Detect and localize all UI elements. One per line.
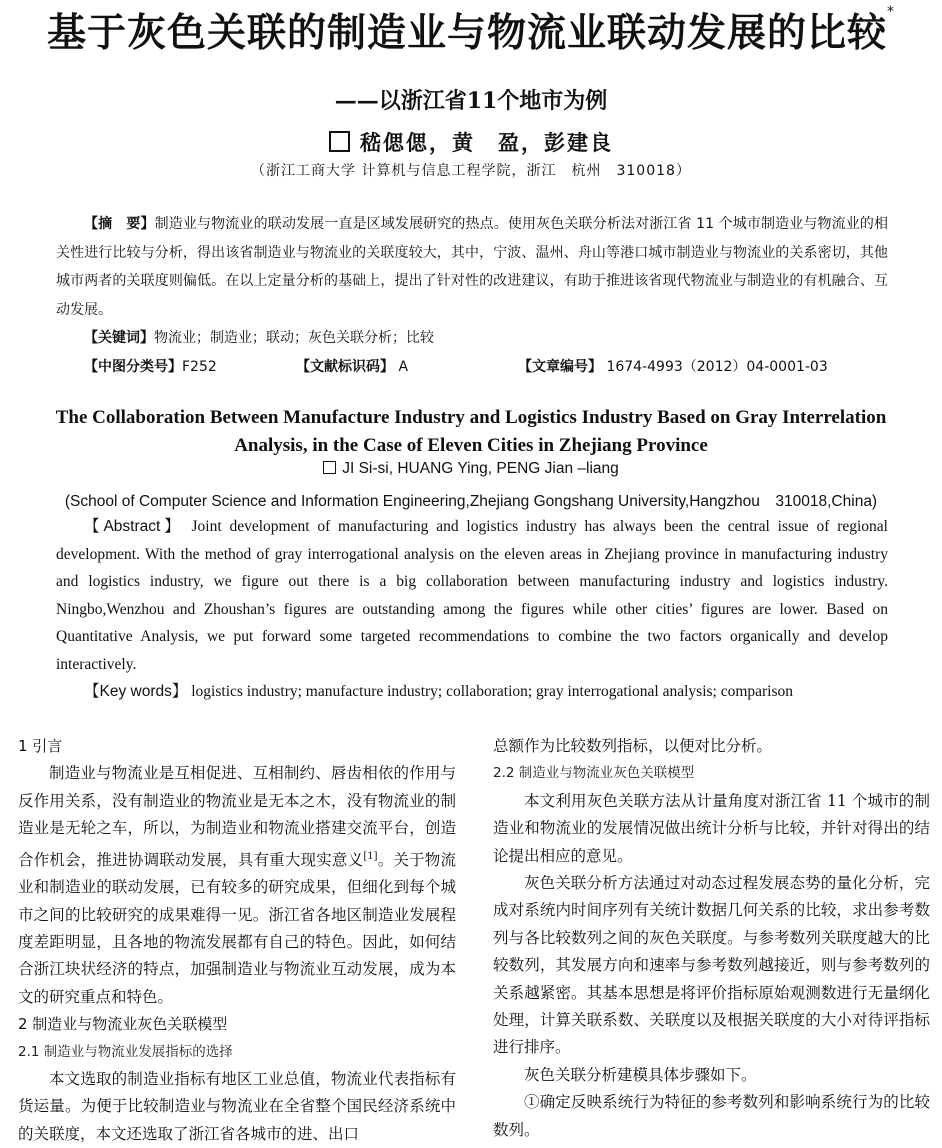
keywords-en-text: logistics industry; manufacture industry; collaboration; gray interrogational analysis; comparison — [187, 683, 794, 700]
body-column-left — [18, 733, 456, 1148]
author-box-en-icon — [323, 461, 336, 474]
paper-subtitle: ——以浙江省11个地市为例 — [334, 88, 608, 114]
citation-ref: [1] — [363, 850, 378, 862]
body-paragraph: 本文利用灰色关联方法从计量角度对浙江省 11 个城市的制造业和物流业的发展情况做出统计分析与比较，并针对得出的结论提出相应的意见。 — [493, 791, 930, 865]
body-paragraph: 制造业与物流业是互相促进、互相制约、唇齿相依的作用与反作用关系，没有制造业的物流业是无本之木，没有物流业的制造业是无轮之车，所以，为制造业和物流业搭建交流平台，创造合作机会，推进协调联动发展，具有重大现实意义[1]。关于物流业和制造业的联动发展，已有较多的研究成果，但细化到每个城市之间的比较研究的成果难得一见。浙江省各地区制造业发展程度差距明显，且各地的物流发展都有自己的特色。因此，如何结合浙江块状经济的特点，加强制造业与物流业互动发展，成为本文的研究重点和特色。 — [18, 764, 456, 1006]
keywords-cn-text: 物流业；制造业；联动；灰色关联分析；比较 — [154, 330, 434, 346]
meta-row — [56, 353, 888, 381]
section-heading-1: 1 引言 — [18, 737, 63, 755]
affiliation-en: (School of Computer Science and Information Engineering,Zhejiang Gongshang University,Hangzhou 310018,China) — [64, 493, 878, 510]
keywords-en-label: 【Key words】 — [84, 683, 188, 700]
abstract-cn — [56, 210, 888, 324]
paper-title-en: The Collaboration Between Manufacture Industry and Logistics Industry Based on Gray Interrelation Analysis, in the Case of Eleven Cities in Zhejiang Province — [55, 407, 887, 456]
affiliation-cn: （浙江工商大学 计算机与信息工程学院，浙江 杭州 310018） — [251, 163, 691, 179]
abstract-en-text: Joint development of manufacturing and logistics industry has always been the central issue of regional development. With the method of gray interrogational analysis on the eleven areas in Zhejiang province in manufacturing industry and logistics industry, we figure out there is a big collaboration between manufacturing industry and logistics industry. Ningbo,Wenzhou and Zhoushan’s figures are outstanding among the figures while other cities’ figures are lower. Based on Quantitative Analysis, we put forward some targeted recommendations to combine the two factors organically and develop interactively. — [56, 518, 888, 673]
section-heading-2: 2 制造业与物流业灰色关联模型 — [18, 1015, 228, 1034]
article-number: 【文章编号】 1674-4993（2012）04-0001-03 — [518, 358, 828, 375]
paper-title: 基于灰色关联的制造业与物流业联动发展的比较* — [46, 4, 895, 56]
body-paragraph: 灰色关联分析方法通过对动态过程发展态势的量化分析，完成对系统内时间序列有关统计数据几何关系的比较，求出参考数列与各比较数列之间的灰色关联度。与参考数列关联度越大的比较数列，其发展方向和速率与参考数列越接近，则与参考数列的关系越紧密。其基本思想是将评价指标原始观测数进行无量纲化处理，计算关联系数、关联度以及根据关联度的大小对待评指标进行排序。 — [493, 874, 930, 1057]
clc-code: 【中图分类号】F252 — [84, 358, 217, 375]
keywords-cn-label: 【关键词】 — [84, 330, 154, 346]
subsection-heading-2-2: 2.2 制造业与物流业灰色关联模型 — [493, 765, 695, 782]
abstract-cn-label: 【摘 要】 — [84, 216, 155, 232]
abstract-cn-text: 制造业与物流业的联动发展一直是区域发展研究的热点。使用灰色关联分析法对浙江省 11 个城市制造业与物流业的相关性进行比较与分析，得出该省制造业与物流业的关联度较大，其中，宁波、温州、舟山等港口城市制造业与物流业的关系密切，其他城市两者的关联度则偏低。在以上定量分析的基础上，提出了针对性的改进建议，有助于推进该省现代物流业与制造业的有机融合、互动发展。 — [56, 216, 888, 318]
authors-en — [0, 460, 942, 478]
subsection-heading-2-1: 2.1 制造业与物流业发展指标的选择 — [18, 1043, 233, 1060]
authors-en-text: JI Si-si, HUANG Ying, PENG Jian –liang — [342, 460, 619, 477]
authors-cn — [0, 127, 942, 157]
keywords-en — [56, 678, 888, 706]
title-footnote-mark: * — [887, 4, 895, 20]
author-box-icon — [329, 131, 350, 152]
abstract-en-label: 【Abstract】 — [84, 518, 184, 535]
body-paragraph: ①确定反映系统行为特征的参考数列和影响系统行为的比较数列。 — [493, 1093, 930, 1139]
body-column-right — [493, 733, 930, 1144]
authors-cn-text: 嵇偲偲，黄 盈，彭建良 — [360, 130, 613, 155]
abstract-en-block — [56, 513, 888, 706]
abstract-cn-block — [56, 210, 888, 381]
keywords-cn — [56, 324, 888, 353]
body-paragraph: 本文选取的制造业指标有地区工业总值，物流业代表指标有货运量。为便于比较制造业与物流业在全省整个国民经济系统中的关联度，本文还选取了浙江省各城市的进、出口 — [18, 1070, 456, 1143]
body-paragraph: 灰色关联分析建模具体步骤如下。 — [524, 1065, 757, 1084]
abstract-en — [56, 513, 888, 678]
doc-code: 【文献标识码】 A — [296, 358, 409, 375]
body-paragraph: 总额作为比较数列指标，以便对比分析。 — [493, 737, 773, 755]
